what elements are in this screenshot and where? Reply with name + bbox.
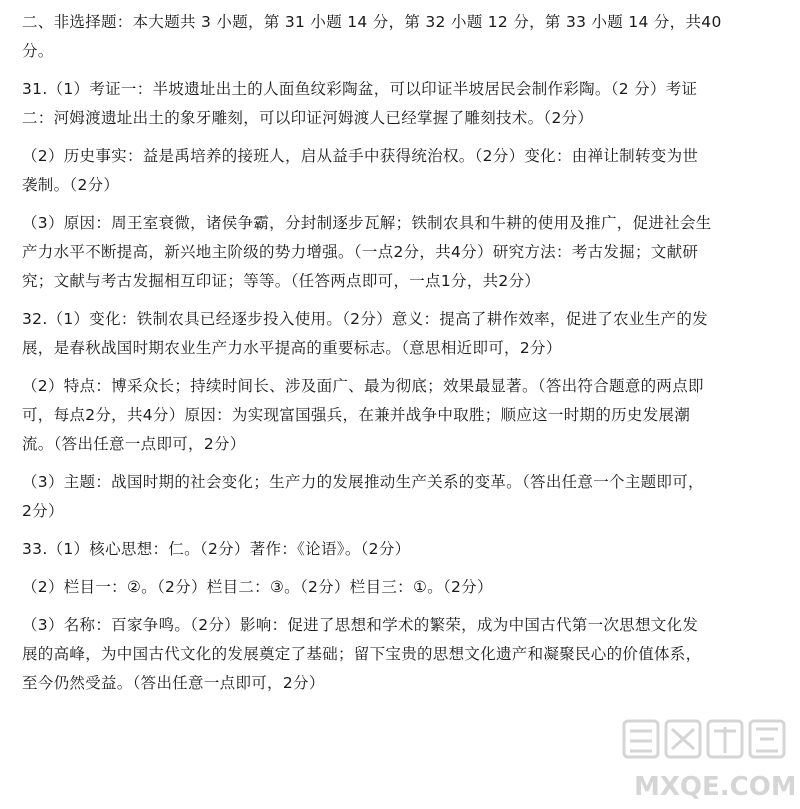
answer-paragraph — [22, 75, 786, 133]
watermark-text: MXQE.COM — [634, 772, 794, 802]
answer-paragraph — [22, 142, 786, 200]
text-line: 究；文献与考古发掘相互印证；等等。（任答两点即可，一点1分，共2分） — [22, 272, 541, 290]
text-line: （3）原因：周王室衰微，诸侯争霸，分封制逐步瓦解；铁制农具和牛耕的使用及推广，促进社会生 — [22, 214, 712, 232]
text-line: （2）特点：博采众长；持续时间长、涉及面广、最为彻底；效果最显著。（答出符合题意的两点即 — [22, 377, 704, 395]
answer-paragraph — [22, 611, 786, 698]
answer-paragraph — [22, 305, 786, 363]
text-line: 至今仍然受益。（答出任意一点即可，2分） — [22, 674, 325, 692]
text-line: 二、非选择题：本大题共 3 小题，第 31 小题 14 分，第 32 小题 12 分，第 33 小题 14 分，共40 — [22, 13, 722, 31]
text-line: （2）历史事实：益是禹培养的接班人，启从益手中获得统治权。（2分）变化：由禅让制转变为世 — [22, 147, 699, 165]
answer-paragraph — [22, 468, 786, 526]
text-line: （3）名称：百家争鸣。（2分）影响：促进了思想和学术的繁荣，成为中国古代第一次思想文化发 — [22, 616, 699, 634]
text-line: 2分） — [22, 502, 64, 520]
text-line: （3）主题：战国时期的社会变化；生产力的发展推动生产关系的变革。（答出任意一个主题即可， — [22, 473, 704, 491]
text-line: 流。（答出任意一点即可，2分） — [22, 435, 246, 453]
answer-paragraph — [22, 573, 786, 602]
answer-paragraph — [22, 372, 786, 459]
text-line: 展的高峰，为中国古代文化的发展奠定了基础；留下宝贵的思想文化遗产和凝聚民心的价值体系， — [22, 645, 702, 663]
answer-paragraph — [22, 535, 786, 564]
text-line: 产力水平不断提高，新兴地主阶级的势力增强。（一点2分，共4分）研究方法：考古发掘；文献研 — [22, 243, 699, 261]
text-line: 33.（1）核心思想：仁。（2分）著作：《论语》。（2分） — [22, 540, 411, 558]
text-line: 二：河姆渡遗址出土的象牙雕刻，可以印证河姆渡人已经掌握了雕刻技术。（2分） — [22, 109, 594, 127]
text-line: 31.（1）考证一：半坡遗址出土的人面鱼纹彩陶盆，可以印证半坡居民会制作彩陶。（2 分）考证 — [22, 80, 698, 98]
answer-paragraph — [22, 209, 786, 296]
text-line: 32.（1）变化：铁制农具已经逐步投入使用。（2分）意义：提高了耕作效率，促进了农业生产的发 — [22, 310, 708, 328]
text-line: 分。 — [22, 42, 54, 60]
text-line: （2）栏目一：②。（2分）栏目二：③。（2分）栏目三：①。（2分） — [22, 578, 493, 596]
answer-paragraph — [22, 8, 786, 66]
text-line: 袭制。（2分） — [22, 176, 120, 194]
text-line: 展，是春秋战国时期农业生产力水平提高的重要标志。（意思相近即可，2分） — [22, 339, 562, 357]
text-line: 可，每点2分，共4分）原因：为实现富国强兵，在兼并战争中取胜；顺应这一时期的历史发展潮 — [22, 406, 691, 424]
